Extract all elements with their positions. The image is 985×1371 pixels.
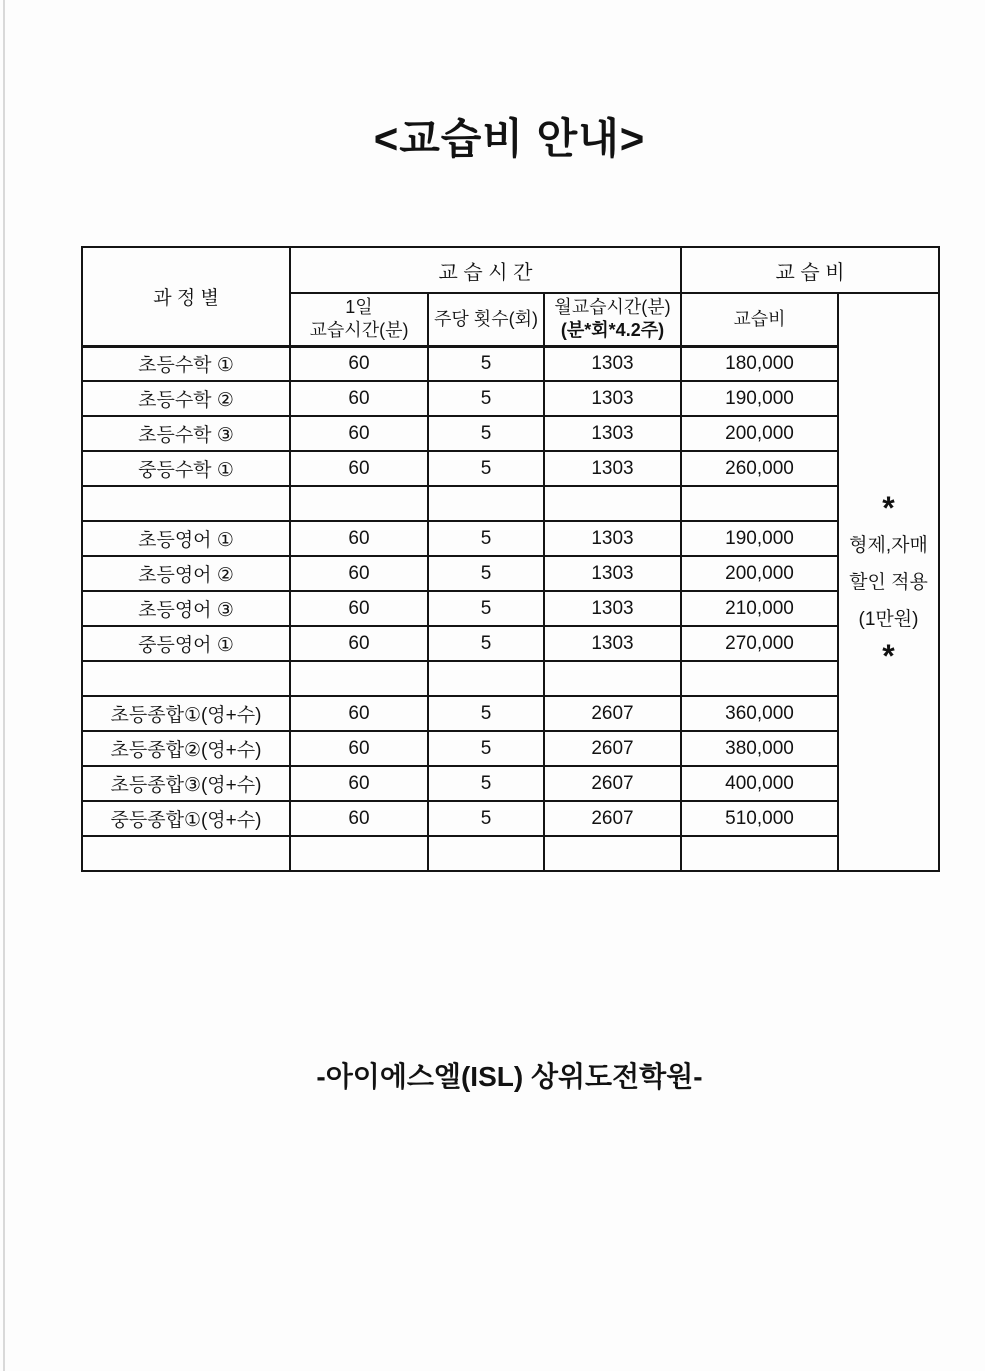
header-daily-minutes [290, 293, 428, 346]
cell-monthly-minutes: 2607 [544, 766, 681, 801]
table-row [82, 451, 939, 486]
cell-fee: 270,000 [681, 626, 838, 661]
cell-monthly-minutes: 1303 [544, 521, 681, 556]
cell-course [82, 486, 290, 521]
cell-daily-minutes: 60 [290, 451, 428, 486]
cell-daily-minutes [290, 836, 428, 871]
cell-fee: 360,000 [681, 696, 838, 731]
header-daily-minutes-line1: 1일 [345, 297, 373, 318]
cell-daily-minutes: 60 [290, 416, 428, 451]
header-monthly-minutes [544, 293, 681, 346]
scan-page-edge [3, 0, 5, 1371]
cell-weekly-count: 5 [428, 626, 544, 661]
header-group-tuition-fee: 교 습 비 [681, 247, 939, 293]
cell-monthly-minutes [544, 661, 681, 696]
header-fee: 교습비 [681, 293, 838, 346]
cell-monthly-minutes: 1303 [544, 626, 681, 661]
header-course-category: 과 정 별 [82, 247, 290, 346]
table-row [82, 381, 939, 416]
table-row [82, 766, 939, 801]
cell-daily-minutes: 60 [290, 731, 428, 766]
table-row [82, 591, 939, 626]
cell-course: 초등수학 ② [82, 381, 290, 416]
cell-weekly-count: 5 [428, 451, 544, 486]
header-weekly-count: 주당 횟수(회) [428, 293, 544, 346]
academy-name-footer: -아이에스엘(ISL) 상위도전학원- [316, 1061, 703, 1092]
cell-course: 초등영어 ② [82, 556, 290, 591]
cell-daily-minutes: 60 [290, 591, 428, 626]
cell-fee: 260,000 [681, 451, 838, 486]
cell-monthly-minutes: 1303 [544, 591, 681, 626]
tuition-fee-table [81, 246, 940, 872]
cell-weekly-count: 5 [428, 801, 544, 836]
cell-monthly-minutes: 2607 [544, 731, 681, 766]
cell-monthly-minutes: 2607 [544, 696, 681, 731]
cell-daily-minutes: 60 [290, 766, 428, 801]
cell-course: 초등종합②(영+수) [82, 731, 290, 766]
cell-weekly-count: 5 [428, 766, 544, 801]
cell-daily-minutes: 60 [290, 556, 428, 591]
cell-monthly-minutes: 2607 [544, 801, 681, 836]
cell-fee: 510,000 [681, 801, 838, 836]
note-text-line: 형제,자매 [849, 534, 928, 556]
asterisk-mark: * [882, 489, 895, 526]
header-group-lesson-time: 교 습 시 간 [290, 247, 681, 293]
cell-monthly-minutes [544, 486, 681, 521]
cell-daily-minutes: 60 [290, 521, 428, 556]
header-daily-minutes-line2: 교습시간(분) [309, 320, 409, 341]
cell-fee: 380,000 [681, 731, 838, 766]
table-row [82, 696, 939, 731]
cell-weekly-count: 5 [428, 696, 544, 731]
cell-course [82, 661, 290, 696]
table-row [82, 416, 939, 451]
note-text-line: (1만원) [858, 608, 919, 630]
cell-course: 초등영어 ① [82, 521, 290, 556]
note-text-line: 할인 적용 [849, 571, 928, 593]
cell-daily-minutes: 60 [290, 696, 428, 731]
cell-daily-minutes [290, 661, 428, 696]
cell-daily-minutes: 60 [290, 381, 428, 416]
cell-fee: 400,000 [681, 766, 838, 801]
cell-weekly-count: 5 [428, 556, 544, 591]
header-monthly-minutes-formula: (분*회*4.2주) [560, 320, 665, 341]
table-row [82, 556, 939, 591]
cell-weekly-count [428, 486, 544, 521]
cell-fee: 190,000 [681, 521, 838, 556]
table-row [82, 801, 939, 836]
cell-course: 중등종합①(영+수) [82, 801, 290, 836]
cell-fee: 200,000 [681, 416, 838, 451]
cell-daily-minutes: 60 [290, 626, 428, 661]
cell-course: 초등종합①(영+수) [82, 696, 290, 731]
cell-daily-minutes: 60 [290, 801, 428, 836]
header-monthly-minutes-line1: 월교습시간(분) [554, 297, 671, 318]
cell-daily-minutes [290, 486, 428, 521]
cell-course [82, 836, 290, 871]
cell-fee: 190,000 [681, 381, 838, 416]
table-row [82, 731, 939, 766]
table-row-spacer [82, 836, 939, 871]
cell-fee: 200,000 [681, 556, 838, 591]
cell-course: 초등수학 ③ [82, 416, 290, 451]
table-row-spacer [82, 661, 939, 696]
cell-monthly-minutes: 1303 [544, 381, 681, 416]
cell-fee [681, 836, 838, 871]
cell-weekly-count: 5 [428, 591, 544, 626]
cell-weekly-count [428, 661, 544, 696]
cell-daily-minutes: 60 [290, 346, 428, 381]
table-row [82, 626, 939, 661]
cell-weekly-count: 5 [428, 346, 544, 381]
cell-course: 초등영어 ③ [82, 591, 290, 626]
table-header-group-row [82, 247, 939, 293]
cell-fee [681, 661, 838, 696]
table-row [82, 521, 939, 556]
cell-fee: 210,000 [681, 591, 838, 626]
cell-course: 초등수학 ① [82, 346, 290, 381]
cell-monthly-minutes: 1303 [544, 346, 681, 381]
cell-course: 초등종합③(영+수) [82, 766, 290, 801]
cell-weekly-count [428, 836, 544, 871]
page-title: <교습비 안내> [373, 115, 646, 162]
cell-monthly-minutes: 1303 [544, 451, 681, 486]
table-row [82, 346, 939, 381]
cell-course: 중등수학 ① [82, 451, 290, 486]
asterisk-mark: * [882, 637, 895, 674]
cell-weekly-count: 5 [428, 731, 544, 766]
cell-weekly-count: 5 [428, 521, 544, 556]
table-row-spacer [82, 486, 939, 521]
cell-fee: 180,000 [681, 346, 838, 381]
cell-weekly-count: 5 [428, 381, 544, 416]
cell-course: 중등영어 ① [82, 626, 290, 661]
cell-monthly-minutes: 1303 [544, 416, 681, 451]
cell-weekly-count: 5 [428, 416, 544, 451]
sibling-discount-note [838, 293, 939, 871]
cell-monthly-minutes: 1303 [544, 556, 681, 591]
cell-monthly-minutes [544, 836, 681, 871]
document-content [81, 0, 938, 1095]
cell-fee [681, 486, 838, 521]
